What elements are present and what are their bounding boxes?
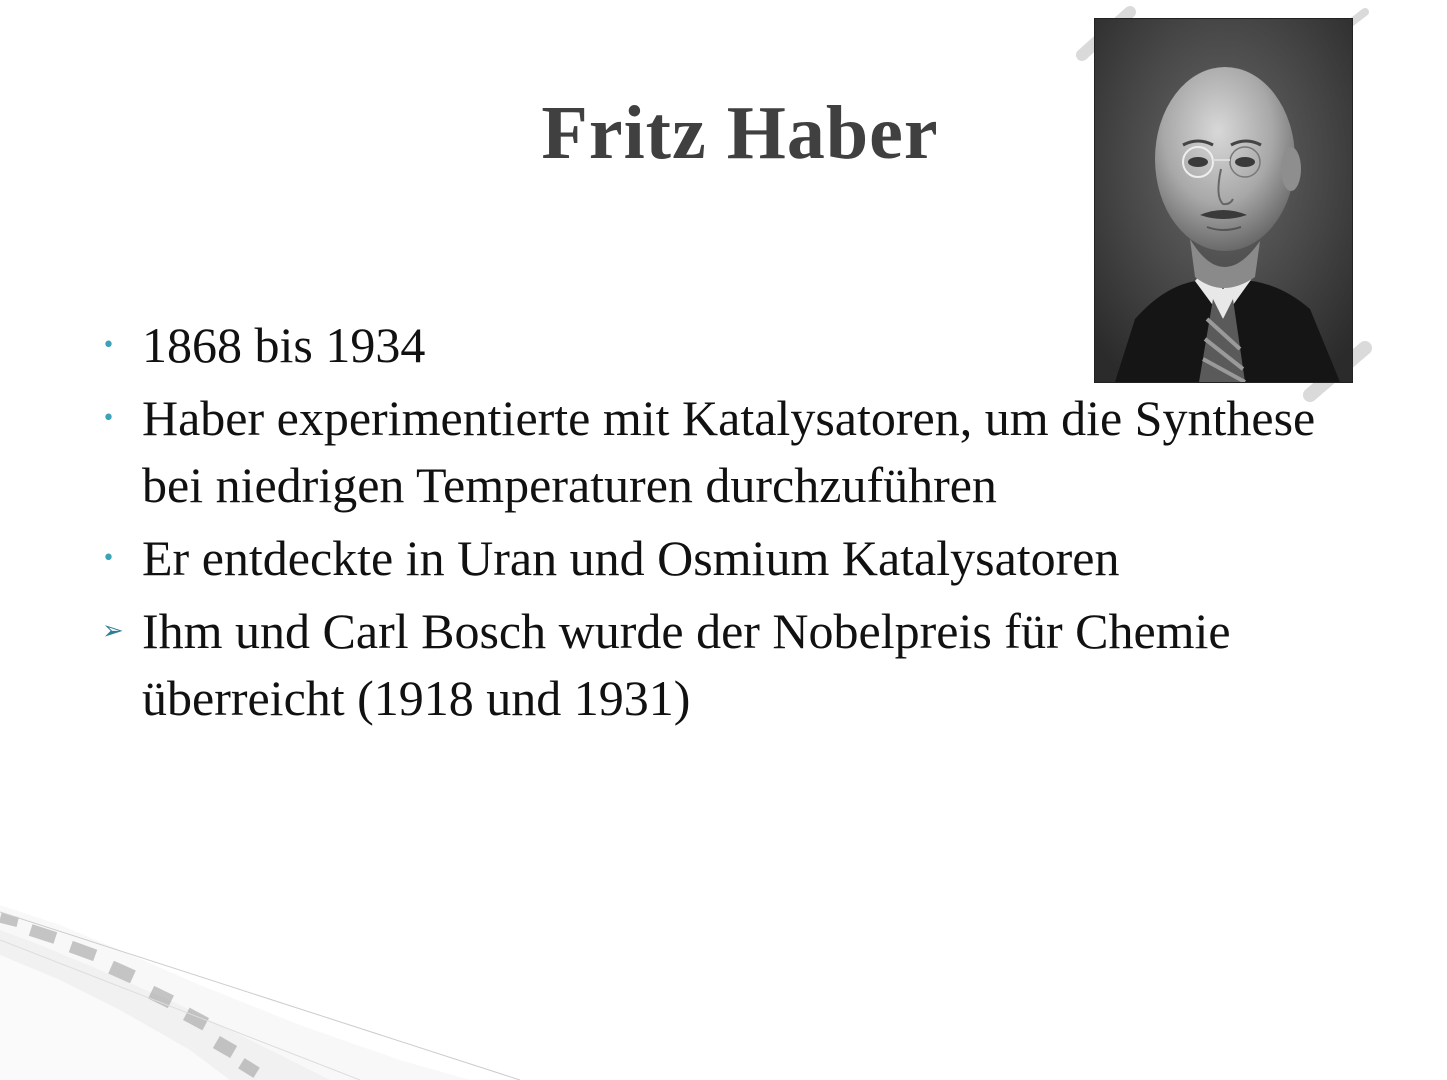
bullet-item [102, 525, 1362, 592]
arrow-bullet-icon: ➢ [102, 616, 124, 646]
slide-title: Fritz Haber [541, 91, 939, 175]
bullet-marker-icon: • [102, 333, 115, 358]
bullet-marker-icon: • [102, 406, 115, 431]
bullet-text: Er entdeckte in Uran und Osmium Katalysatoren [142, 530, 1120, 586]
bullet-marker-icon: • [102, 546, 115, 571]
bullet-list [102, 312, 1362, 738]
bullet-text: 1868 bis 1934 [142, 317, 426, 373]
bullet-text: Ihm und Carl Bosch wurde der Nobelpreis für Chemie überreicht (1918 und 1931) [142, 603, 1231, 726]
bullet-text: Haber experimentierte mit Katalysatoren, um die Synthese bei niedrigen Temperaturen durchzuführen [142, 390, 1316, 513]
bullet-item [102, 385, 1362, 519]
bullet-item [102, 312, 1362, 379]
bullet-item [102, 598, 1362, 732]
